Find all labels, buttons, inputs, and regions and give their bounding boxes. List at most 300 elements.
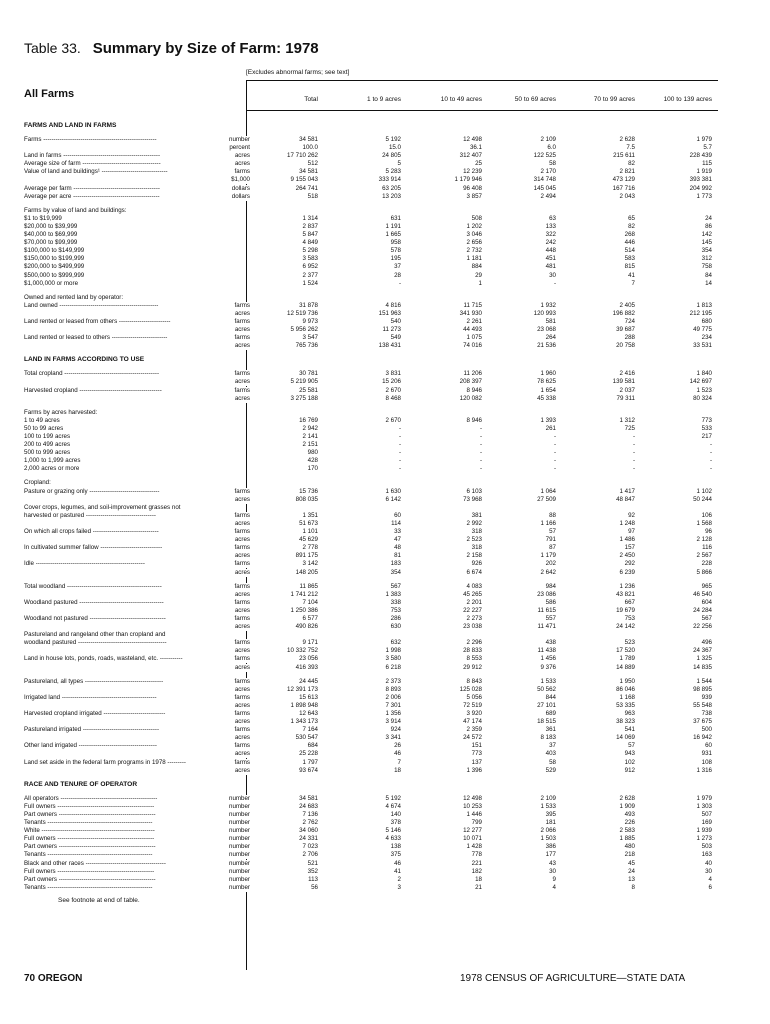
cell-value: 1 191 <box>385 222 401 230</box>
cell-value: - <box>479 449 482 457</box>
cell-value: 2 296 <box>466 639 482 647</box>
cell-value: 318 <box>471 528 482 536</box>
cell-value: 21 <box>475 883 482 891</box>
cell-value: 322 <box>545 231 556 239</box>
cell-value: 773 <box>701 416 712 424</box>
table-row <box>24 176 718 184</box>
row-unit: farms <box>220 694 250 702</box>
cell-value: 14 835 <box>693 663 712 671</box>
table-row <box>24 803 718 811</box>
row-label: Land owned ------------------------------------------------ <box>24 301 159 309</box>
cell-value: 2 628 <box>619 136 635 143</box>
row-label: Farms by acres harvested: <box>24 408 98 416</box>
cell-value: 5 956 262 <box>290 326 318 334</box>
row-unit: number <box>220 860 250 868</box>
cell-value: 1 979 <box>696 794 712 802</box>
cell-value: 2 670 <box>385 416 401 424</box>
cell-value: 926 <box>471 560 482 568</box>
cell-value: 12 498 <box>463 794 482 802</box>
cell-value: 984 <box>545 582 556 590</box>
cell-value: 3 547 <box>302 334 318 342</box>
cell-value: 1 503 <box>540 835 556 843</box>
cell-value: 604 <box>701 598 712 606</box>
cell-value: 753 <box>390 606 401 614</box>
cell-value: - <box>553 457 556 465</box>
cell-value: 148 205 <box>295 568 318 576</box>
cell-value: 451 <box>545 255 556 263</box>
cell-value: 196 882 <box>612 309 635 317</box>
cell-value: 1 909 <box>619 802 635 810</box>
cell-value: 2 778 <box>302 544 318 552</box>
table-row <box>24 504 718 512</box>
cell-value: 8 553 <box>466 655 482 663</box>
row-label: Pastureland and rangeland other than cropland and <box>24 631 166 639</box>
cell-value: 1 417 <box>619 487 635 495</box>
cell-value: 341 930 <box>459 309 482 317</box>
column-header: 50 to 69 acres <box>514 96 556 103</box>
table-row <box>24 702 718 710</box>
cell-value: 31 878 <box>299 301 318 309</box>
cell-value: 58 <box>549 758 556 766</box>
row-unit: farms <box>220 726 250 734</box>
cell-value: 30 <box>549 867 556 875</box>
table-row <box>24 441 718 449</box>
cell-value: 234 <box>701 334 712 342</box>
row-unit: acres <box>220 395 250 403</box>
table-row <box>24 591 718 599</box>
row-unit: number <box>220 876 250 884</box>
cell-value: 138 431 <box>378 342 401 350</box>
cell-value: - <box>709 449 712 457</box>
cell-value: 4 849 <box>302 239 318 247</box>
table-row <box>24 742 718 750</box>
row-unit: farms <box>220 302 250 310</box>
cell-value: 36.1 <box>469 144 482 152</box>
cell-value: 11 438 <box>537 647 556 655</box>
cell-value: 102 <box>624 758 635 766</box>
cell-value: 34 581 <box>299 168 318 176</box>
cell-value: 18 515 <box>537 718 556 726</box>
cell-value: 549 <box>390 334 401 342</box>
row-label: $20,000 to $39,999 <box>24 222 78 230</box>
cell-value: 480 <box>624 843 635 851</box>
row-label: Full owners ----------------------------------------------- <box>24 835 155 843</box>
cell-value: 931 <box>701 750 712 758</box>
cell-value: 63 205 <box>382 184 401 192</box>
cell-value: 6 239 <box>619 568 635 576</box>
cell-value: 13 <box>628 875 635 883</box>
row-label: Full owners ----------------------------------------------- <box>24 867 155 875</box>
cell-value: 3 914 <box>385 718 401 726</box>
cell-value: 8 843 <box>466 677 482 685</box>
cell-value: 333 914 <box>378 176 401 184</box>
cell-value: 24 445 <box>299 677 318 685</box>
cell-value: 514 <box>624 247 635 255</box>
row-label: 100 to 199 acres <box>24 433 71 440</box>
cell-value: 57 <box>549 528 556 536</box>
cell-value: 8 183 <box>540 734 556 742</box>
cell-value: 6 674 <box>466 568 482 576</box>
cell-value: 11 715 <box>463 301 482 309</box>
cell-value: 46 <box>394 859 401 867</box>
cell-value: 361 <box>545 726 556 734</box>
cell-value: 34 060 <box>299 827 318 835</box>
cell-value: 82 <box>628 222 635 230</box>
cell-value: 56 <box>311 883 318 891</box>
row-label: Cover crops, legumes, and soil-improvement grasses not <box>24 503 181 511</box>
cell-value: 204 992 <box>689 184 712 192</box>
cell-value: 446 <box>624 239 635 247</box>
cell-value: 17 710 262 <box>287 152 318 160</box>
row-unit: $1,000 <box>220 176 250 184</box>
table-row <box>24 528 718 536</box>
cell-value: 78 625 <box>537 378 556 386</box>
cell-value: 221 <box>471 859 482 867</box>
cell-value: 15 206 <box>382 378 401 386</box>
cell-value: 97 <box>628 528 635 536</box>
cell-value: 14 889 <box>616 663 635 671</box>
cell-value: 378 <box>390 819 401 827</box>
cell-value: - <box>553 441 556 449</box>
table-row <box>24 247 718 255</box>
table-row <box>24 294 718 302</box>
cell-value: 151 <box>471 742 482 750</box>
cell-value: 2 <box>397 875 401 883</box>
table-row <box>24 536 718 544</box>
row-label: White ------------------------------------------------------- <box>24 827 155 835</box>
cell-value: - <box>632 441 635 449</box>
cell-value: 3 857 <box>466 192 482 200</box>
cell-value: 5 146 <box>385 827 401 835</box>
row-unit: number <box>220 843 250 851</box>
cell-value: 473 129 <box>612 176 635 184</box>
cell-value: 9 155 043 <box>290 176 318 184</box>
cell-value: 10 253 <box>463 802 482 810</box>
cell-value: 2 567 <box>696 552 712 560</box>
cell-value: 74 016 <box>463 342 482 350</box>
cell-value: - <box>709 441 712 449</box>
cell-value: 217 <box>701 433 712 440</box>
row-unit: number <box>220 136 250 144</box>
cell-value: 25 581 <box>299 386 318 394</box>
cell-value: 24 683 <box>299 802 318 810</box>
cell-value: 167 716 <box>612 184 635 192</box>
table-row <box>24 694 718 702</box>
row-unit: farms <box>220 710 250 718</box>
table-row <box>24 272 718 280</box>
cell-value: 268 <box>624 231 635 239</box>
table-row <box>24 750 718 758</box>
cell-value: - <box>709 457 712 465</box>
cell-value: 48 <box>394 544 401 552</box>
cell-value: 12 643 <box>299 710 318 717</box>
cell-value: 6 218 <box>385 663 401 671</box>
cell-value: 3 142 <box>302 560 318 568</box>
cell-value: 133 <box>545 222 556 230</box>
row-label: Part owners ----------------------------------------------- <box>24 875 156 883</box>
cell-value: 113 <box>308 875 318 883</box>
cell-value: 27 101 <box>537 701 556 709</box>
footnote: See footnote at end of table. <box>58 897 140 904</box>
row-label: On which all crops failed -------------------------------- <box>24 528 159 536</box>
cell-value: 1 273 <box>696 835 712 843</box>
table-row <box>24 193 718 201</box>
table-row <box>24 686 718 694</box>
cell-value: 1 383 <box>385 590 401 598</box>
cell-value: 375 <box>390 851 401 859</box>
cell-value: - <box>553 433 556 440</box>
row-unit: farms <box>220 168 250 176</box>
cell-value: - <box>553 465 556 473</box>
cell-value: 145 045 <box>533 184 556 192</box>
row-label: Tenants --------------------------------------------------- <box>24 819 153 827</box>
cell-value: 1 075 <box>466 334 482 342</box>
table-row <box>24 884 718 892</box>
cell-value: 2 992 <box>466 519 482 527</box>
cell-value: 93 674 <box>299 766 318 774</box>
table-row <box>24 607 718 615</box>
row-label: $70,000 to $99,999 <box>24 239 78 247</box>
cell-value: 1 236 <box>619 582 635 590</box>
cell-value: - <box>398 279 401 287</box>
cell-value: 115 <box>702 160 712 168</box>
cell-value: 25 228 <box>299 750 318 758</box>
cell-value: 684 <box>307 742 318 750</box>
cell-value: 523 <box>624 639 635 647</box>
cell-value: - <box>632 449 635 457</box>
table-row <box>24 479 718 487</box>
cell-value: 23 038 <box>463 623 482 631</box>
cell-value: 354 <box>390 568 401 576</box>
row-label: $150,000 to $199,999 <box>24 255 85 263</box>
cell-value: 1 248 <box>619 519 635 527</box>
cell-value: 80 324 <box>693 394 712 402</box>
cell-value: 1 533 <box>540 677 556 685</box>
cell-value: 11 206 <box>463 370 482 378</box>
cell-value: 12 519 736 <box>287 309 318 317</box>
cell-value: 1 630 <box>385 487 401 495</box>
cell-value: 1 533 <box>540 802 556 810</box>
cell-value: 2 043 <box>619 192 635 200</box>
cell-value: 2 732 <box>466 247 482 255</box>
cell-value: 27 509 <box>537 495 556 503</box>
row-label: woodland pastured ------------------------------------------- <box>24 639 167 647</box>
cell-value: 46 <box>394 750 401 758</box>
cell-value: 19 679 <box>616 606 635 614</box>
table-body <box>24 116 718 892</box>
cell-value: 60 <box>705 742 712 750</box>
cell-value: 18 <box>475 875 482 883</box>
row-label: $200,000 to $499,999 <box>24 263 85 271</box>
cell-value: 286 <box>390 614 401 622</box>
cell-value: 2 006 <box>385 693 401 701</box>
cell-value: 9 <box>552 875 556 883</box>
cell-value: 1 486 <box>619 536 635 544</box>
cell-value: 2 942 <box>302 424 318 432</box>
row-label: Irrigated land ---------------------------------------------- <box>24 693 157 701</box>
table-row <box>24 655 718 663</box>
cell-value: 586 <box>545 598 556 606</box>
cell-value: 2 359 <box>466 726 482 734</box>
cell-value: 47 174 <box>463 718 482 726</box>
row-label: Tenants --------------------------------------------------- <box>24 851 153 859</box>
cell-value: 508 <box>471 214 482 222</box>
cell-value: 20 758 <box>616 342 635 350</box>
cell-value: 12 239 <box>463 168 482 176</box>
cell-value: 2 373 <box>385 677 401 685</box>
table-title <box>24 40 319 57</box>
cell-value: 403 <box>545 750 556 758</box>
row-label: Black and other races --------------------------------------- <box>24 859 166 867</box>
cell-value: 3 583 <box>302 255 318 263</box>
cell-value: 2 762 <box>302 819 318 827</box>
cell-value: 1 356 <box>385 710 401 717</box>
table-row <box>24 185 718 193</box>
cell-value: 1 446 <box>466 810 482 818</box>
cell-value: 14 069 <box>616 734 635 742</box>
cell-value: 5 056 <box>466 693 482 701</box>
table-row <box>24 215 718 223</box>
table-row <box>24 310 718 318</box>
cell-value: 4 <box>708 875 712 883</box>
row-label: Woodland pastured ----------------------------------------- <box>24 598 164 606</box>
cell-value: 8 <box>631 883 635 891</box>
cell-value: 12 277 <box>463 827 482 835</box>
cell-value: 1 932 <box>540 301 556 309</box>
table-row <box>24 710 718 718</box>
cell-value: 18 <box>394 766 401 774</box>
cell-value: 169 <box>701 819 712 827</box>
cell-value: 6 577 <box>302 614 318 622</box>
cell-value: 17 520 <box>616 647 635 655</box>
table-row <box>24 569 718 577</box>
cell-value: 689 <box>545 710 556 717</box>
table-row <box>24 457 718 465</box>
cell-value: 106 <box>701 511 712 519</box>
cell-value: 541 <box>624 726 635 734</box>
table-row <box>24 280 718 288</box>
row-label: Idle ----------------------------------------------------- <box>24 560 145 568</box>
cell-value: 24 805 <box>382 152 401 160</box>
row-unit: farms <box>220 655 250 663</box>
row-label: Owned and rented land by operator: <box>24 293 124 301</box>
cell-value: 5 866 <box>696 568 712 576</box>
cell-value: 338 <box>390 598 401 606</box>
cell-value: 778 <box>471 851 482 859</box>
cell-value: 100.0 <box>302 144 318 152</box>
cell-value: - <box>479 441 482 449</box>
cell-value: 264 741 <box>295 184 318 192</box>
cell-value: 8 468 <box>385 394 401 402</box>
table-row <box>24 795 718 803</box>
cell-value: 312 407 <box>459 152 482 160</box>
cell-value: 1 919 <box>696 168 712 176</box>
row-unit: acres <box>220 767 250 775</box>
cell-value: 791 <box>545 536 556 544</box>
cell-value: 3 920 <box>466 710 482 717</box>
table-row <box>24 449 718 457</box>
cell-value: 6 142 <box>385 495 401 503</box>
table-row <box>24 827 718 835</box>
cell-value: 288 <box>624 334 635 342</box>
row-label: Pastureland, all types -------------------------------------- <box>24 677 164 685</box>
cell-value: 386 <box>545 843 556 851</box>
cell-value: 7.5 <box>626 144 635 152</box>
cell-value: 15.0 <box>388 144 401 152</box>
cell-value: 37 <box>549 742 556 750</box>
cell-value: 57 <box>628 742 635 750</box>
cell-value: 34 581 <box>299 794 318 802</box>
cell-value: 1 797 <box>302 758 318 766</box>
cell-value: 667 <box>624 598 635 606</box>
row-unit: acres <box>220 664 250 672</box>
cell-value: 195 <box>390 255 401 263</box>
table-row <box>24 334 718 342</box>
row-unit: number <box>220 811 250 819</box>
row-label: Average size of farm -------------------------------------- <box>24 160 161 168</box>
cell-value: 980 <box>307 449 318 457</box>
cell-value: 11 865 <box>299 582 318 590</box>
row-unit: acres <box>220 750 250 758</box>
cell-value: 738 <box>701 710 712 717</box>
cell-value: 2 583 <box>619 827 635 835</box>
table-row <box>24 639 718 647</box>
cell-value: 318 <box>471 544 482 552</box>
cell-value: 9 973 <box>302 317 318 325</box>
table-row <box>24 835 718 843</box>
cell-value: 142 697 <box>689 378 712 386</box>
cell-value: 15 613 <box>299 693 318 701</box>
cell-value: 86 046 <box>616 685 635 693</box>
row-unit: farms <box>220 512 250 520</box>
cell-value: 2 109 <box>540 136 556 143</box>
cell-value: 1 343 173 <box>290 718 318 726</box>
row-unit: acres <box>220 536 250 544</box>
cell-value: 24 142 <box>616 623 635 631</box>
cell-value: 518 <box>307 192 318 200</box>
cell-value: 557 <box>545 614 556 622</box>
cell-value: 73 968 <box>463 495 482 503</box>
row-label: 50 to 99 acres <box>24 424 64 432</box>
table-row <box>24 583 718 591</box>
row-label: In cultivated summer fallow ------------------------------ <box>24 544 163 552</box>
cell-value: 81 <box>394 552 401 560</box>
cell-value: 583 <box>624 255 635 263</box>
row-unit: farms <box>220 742 250 750</box>
row-unit: acres <box>220 702 250 710</box>
table-row <box>24 868 718 876</box>
cell-value: 1 789 <box>619 655 635 663</box>
cell-value: 33 <box>394 528 401 536</box>
row-unit: acres <box>220 520 250 528</box>
cell-value: 215 611 <box>613 152 635 160</box>
cell-value: 137 <box>471 758 482 766</box>
column-header: Total <box>304 96 318 103</box>
cell-value: 46 540 <box>693 590 712 598</box>
row-unit: farms <box>220 544 250 552</box>
cell-value: 5 298 <box>302 247 318 255</box>
cell-value: 12 391 173 <box>287 685 318 693</box>
row-label: Total woodland ---------------------------------------------- <box>24 582 162 590</box>
cell-value: 1 303 <box>696 802 712 810</box>
cell-value: 51 673 <box>299 519 318 527</box>
cell-value: 965 <box>701 582 712 590</box>
cell-value: 226 <box>624 819 635 827</box>
cell-value: 33 531 <box>693 342 712 350</box>
column-header: 1 to 9 acres <box>367 96 401 103</box>
table-row <box>24 552 718 560</box>
cell-value: 2 656 <box>466 239 482 247</box>
